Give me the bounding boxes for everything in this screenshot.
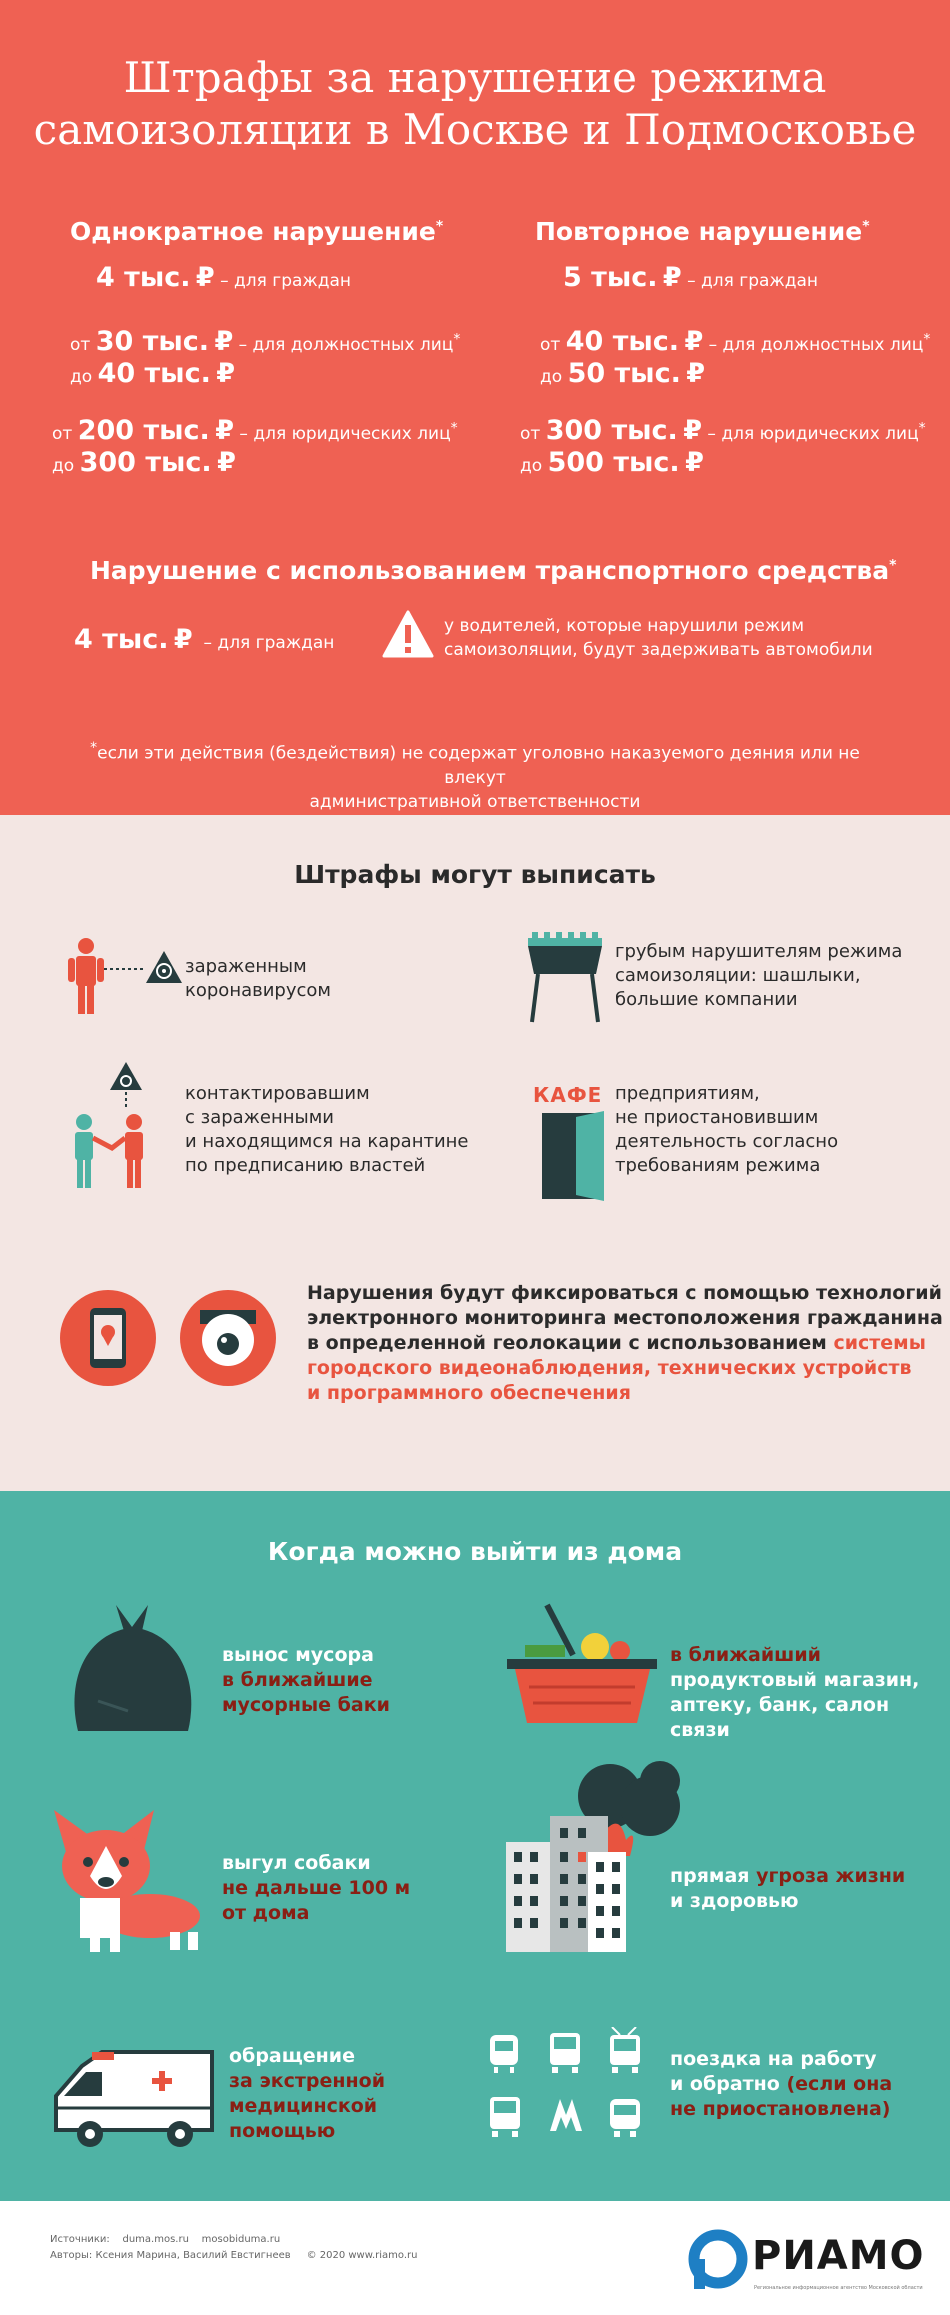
cafe-door-icon (540, 1111, 606, 1201)
vehicle-violation-heading: Нарушение с использованием транспортного средства* (90, 556, 897, 585)
page-title-line2: самоизоляции в Москве и Подмосковье (33, 105, 917, 154)
riamo-logo-subtitle: Региональное информационное агентство Московской области (754, 2285, 923, 2291)
footer (0, 2201, 950, 2315)
exit-danger-text: прямая угроза жизни и здоровью (670, 1865, 906, 1912)
repeat-legal-to: до 500 тыс. ₽ (520, 447, 704, 478)
exit-dog-text: выгул собаки не дальше 100 м от дома (222, 1852, 411, 1924)
riamo-logo-text: РИАМО (752, 2233, 925, 2279)
corgi-dog-icon (50, 1806, 210, 1956)
repeat-violation-heading: Повторное нарушение* (535, 217, 870, 246)
page-title-line1: Штрафы за нарушение режима (123, 53, 827, 102)
single-violation-heading: Однократное нарушение* (70, 217, 444, 246)
who-item-violators: грубым нарушителям режима самоизоляции: шашлыки, большие компании (615, 941, 903, 1010)
exit-trash-text: вынос мусора в ближайшие мусорные баки (222, 1644, 390, 1716)
riamo-logo-icon (688, 2229, 748, 2289)
exit-medical-text: обращение за экстренной медицинской помощью (229, 2045, 386, 2142)
repeat-citizens-fine: 5 тыс. ₽ – для граждан (563, 262, 819, 293)
who-item-businesses: предприятиям, не приостановившим деятельность согласно требованиям режима (615, 1083, 839, 1176)
warning-icon (382, 610, 434, 658)
ambulance-icon (52, 2046, 217, 2151)
repeat-officials-to: до 50 тыс. ₽ (540, 358, 706, 389)
vehicle-citizens-fine: 4 тыс. ₽ – для граждан (74, 624, 335, 655)
infected-person-icon (62, 937, 182, 1017)
exit-section (0, 1491, 950, 2201)
exit-heading: Когда можно выйти из дома (267, 1537, 683, 1566)
trash-bag-icon (68, 1601, 198, 1741)
exit-work-text: поездка на работу и обратно (если она не приостановлена) (670, 2048, 893, 2120)
contact-persons-icon (72, 1060, 158, 1190)
smartphone-geolocation-icon (60, 1290, 156, 1386)
footnote: *если эти действия (бездействия) не содержат уголовно наказуемого деяния или не влекут административной ответственности (90, 740, 860, 812)
repeat-officials-from: от 40 тыс. ₽ – для должностных лиц* (540, 326, 931, 357)
source-link-duma[interactable]: duma.mos.ru (122, 2234, 189, 2245)
grill-icon (526, 930, 604, 1024)
repeat-legal-from: от 300 тыс. ₽ – для юридических лиц* (520, 415, 926, 446)
who-item-infected: зараженным коронавирусом (185, 956, 331, 1001)
shopping-basket-icon (505, 1603, 660, 1728)
single-legal-to: до 300 тыс. ₽ (52, 447, 236, 478)
fines-section (0, 0, 950, 815)
single-officials-to: до 40 тыс. ₽ (70, 358, 236, 389)
who-section (0, 815, 950, 1491)
vehicle-warning-text: у водителей, которые нарушили режим самоизоляции, будут задерживать автомобили (444, 616, 873, 660)
authors-line: Авторы: Ксения Марина, Василий Евстигнеев © 2020 www.riamo.ru (50, 2250, 418, 2261)
public-transport-icons (486, 2027, 646, 2147)
single-officials-from: от 30 тыс. ₽ – для должностных лиц* (70, 326, 461, 357)
monitoring-text: Нарушения будут фиксироваться с помощью технологий электронного мониторинга местоположения гражданина в определенной геолокации с использованием системы городского видеонаблюдения, технических устройств и программного обеспечения (307, 1282, 943, 1404)
source-link-mosobiduma[interactable]: mosobiduma.ru (201, 2234, 281, 2245)
burning-building-icon (500, 1756, 710, 1961)
single-legal-from: от 200 тыс. ₽ – для юридических лиц* (52, 415, 458, 446)
cctv-camera-icon (180, 1290, 276, 1386)
exit-shop-text: в ближайший продуктовый магазин, аптеку, банк, салон связи (670, 1644, 920, 1741)
sources-line: Источники: duma.mos.ru mosobiduma.ru (50, 2234, 281, 2245)
cafe-sign: КАФЕ (533, 1083, 603, 1107)
who-heading: Штрафы могут выписать (294, 860, 656, 889)
who-item-contacts: контактировавшим с зараженными и находящимся на карантине по предписанию властей (185, 1083, 469, 1176)
single-citizens-fine: 4 тыс. ₽ – для граждан (96, 262, 352, 293)
